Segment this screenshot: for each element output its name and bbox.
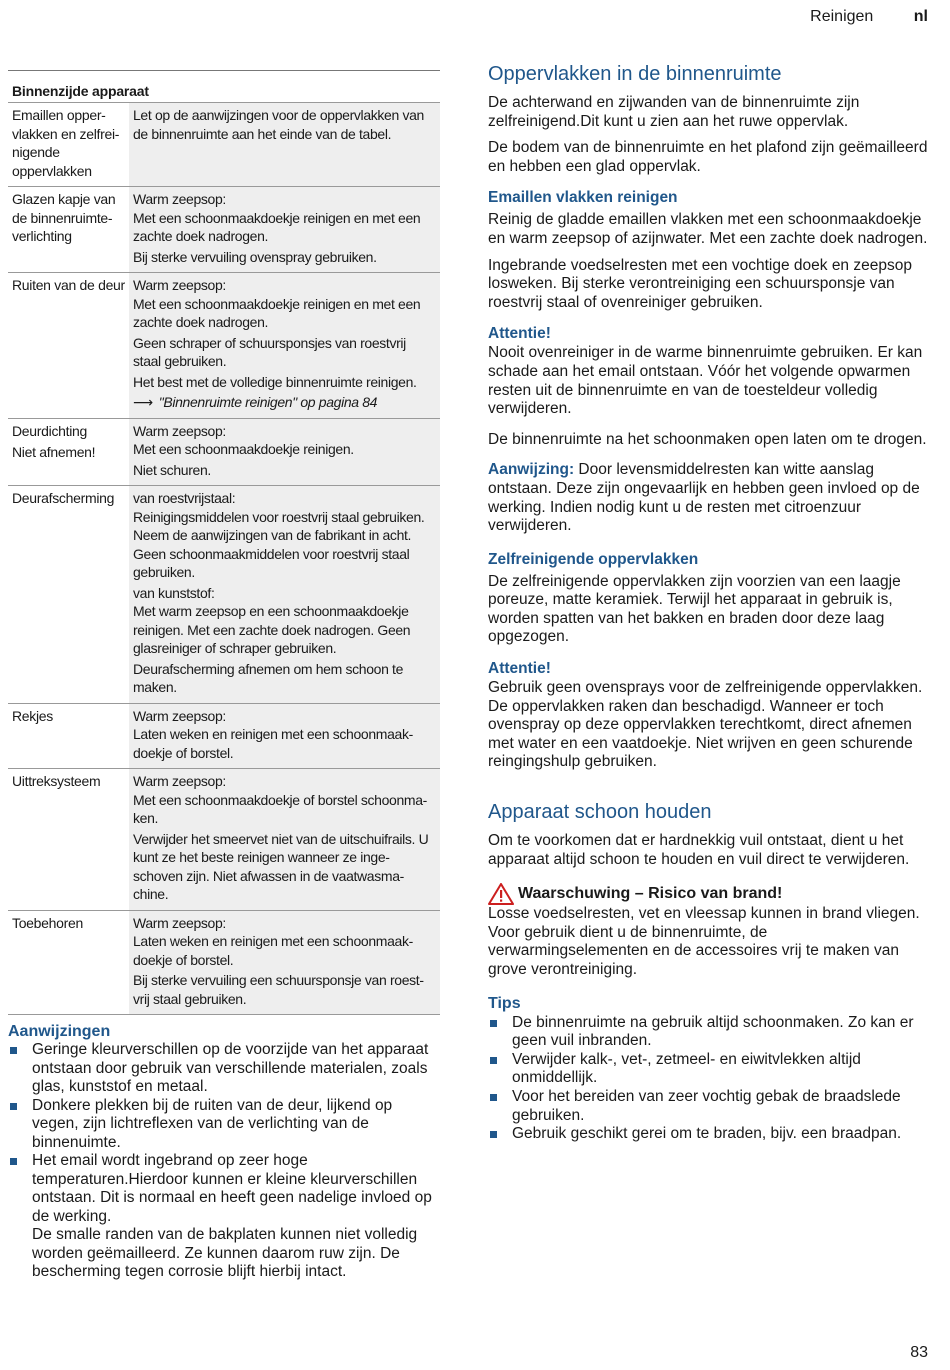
table-row-instructions (129, 273, 440, 418)
instruction-text: Bij sterke vervuiling ovenspray gebruiken. (133, 248, 377, 265)
subheading-self-cleaning: Zelfreinigende oppervlakken (488, 550, 699, 568)
instruction-text: Deurafscherming afnemen om hem schoon te maken. (133, 660, 404, 695)
list-item-text: Gebruik geschikt gerei om te braden, bijv. een braadpan. (512, 1125, 902, 1143)
instruction-text: Warm zeepsop: Met een schoonmaakdoekje reinigen en met een zachte doek nadrogen. (133, 277, 421, 330)
list-item (488, 1051, 928, 1088)
table-row (8, 187, 440, 273)
list-item (8, 1041, 440, 1097)
table-row-instructions (129, 911, 440, 1015)
list-item-text: Voor het bereiden van zeer vochtig gebak de braadslede gebruiken. (512, 1087, 901, 1124)
page-reference-text: "Binnenruimte reinigen" op pagina 84 (158, 394, 378, 410)
list-item-text: De binnenruimte na gebruik altijd schoonmaken. Zo kan er geen vuil inbranden. (512, 1013, 914, 1050)
instruction-text: Warm zeepsop: Laten weken en reinigen met een schoonmaak-doekje of borstel. (133, 707, 413, 761)
table-row-instructions (129, 419, 440, 486)
instruction-text: Het best met de volledige binnenruimte reinigen. (133, 373, 417, 390)
square-bullet-icon (490, 1057, 497, 1064)
list-item (488, 1125, 928, 1144)
attention-heading: Attentie! (488, 660, 551, 678)
paragraph: Ingebrande voedselresten met een vochtige doek en zeepsop losweken. Bij sterke verontreiniging een schuursponsje van roestvrij staal of ovenreiniger gebruiken. (488, 256, 912, 311)
instruction-text: Warm zeepsop: Laten weken en reinigen met een schoonmaak-doekje of borstel. (133, 914, 413, 968)
instruction-text: van kunststof: Met warm zeepsop en een schoonmaakdoekje reinigen. Met een zachte doek nadrogen. Geen glasreiniger of schraper gebruiken. (133, 584, 411, 656)
header-language: nl (913, 8, 928, 25)
attention-text: Nooit ovenreiniger in de warme binnenruimte gebruiken. Er kan schade aan het email ontstaan. Vóór het volgende opwarmen resten uit de binnenruimte en van de toesteldeur volledig verwijderen. (488, 344, 923, 418)
square-bullet-icon (490, 1131, 497, 1138)
row-label-text: Niet afnemen! (12, 444, 96, 460)
warning-heading (488, 883, 928, 905)
notes-list (8, 1041, 440, 1282)
instruction-text: Bij sterke vervuiling een schuursponsje van roest-vrij staal gebruiken. (133, 972, 424, 1007)
section-title-interior: Oppervlakken in de binnenruimte (488, 63, 782, 85)
instruction-text: Geen schraper of schuursponsjes van roestvrij staal gebruiken. (133, 334, 406, 369)
list-item (8, 1097, 440, 1153)
list-item (488, 1014, 928, 1051)
table-row-label (8, 103, 129, 186)
table-title: Binnenzijde apparaat (8, 71, 440, 103)
tips-heading: Tips (488, 994, 521, 1012)
table-row-label (8, 704, 129, 769)
instruction-text: Warm zeepsop: Met een schoonmaakdoekje reinigen. (133, 422, 354, 457)
page-reference[interactable] (133, 393, 436, 412)
table-row-instructions (129, 187, 440, 272)
instruction-text: Niet schuren. (133, 461, 211, 478)
paragraph: Reinig de gladde emaillen vlakken met een schoonmaakdoekje en warm zeepsop of azijnwater. Met een zachte doek nadrogen. (488, 211, 928, 247)
note-paragraph (488, 461, 928, 535)
notes-title: Aanwijzingen (8, 1023, 111, 1040)
row-label-text: Deurafscherming (12, 490, 115, 506)
table-row (8, 273, 440, 419)
table-row-instructions (129, 704, 440, 769)
attention-text: Gebruik geen ovensprays voor de zelfreinigende oppervlakken. De oppervlakken raken dan beschadigd. Wanneer er toch ovenspray op deze oppervlakken terechtkomt, direct afnemen met water en een vaatdoekje. Niet wrijven en geen schurende reingingshulp gebruiken. (488, 679, 923, 771)
running-header (810, 8, 928, 26)
row-label-text: Toebehoren (12, 914, 83, 931)
instruction-text: van roestvrijstaal: Reinigingsmiddelen voor roestvrij staal gebruiken. Neem de aanwijzingen van de fabrikant in acht. Geen schoonmaakmiddelen voor roestvrij staal gebruiken. (133, 490, 425, 580)
square-bullet-icon (10, 1158, 17, 1165)
table-row-label (8, 911, 129, 1015)
paragraph: De bodem van de binnenruimte en het plafond zijn geëmailleerd en hebben een glad oppervlak. (488, 139, 928, 175)
right-column (488, 62, 928, 1144)
table-row (8, 419, 440, 487)
paragraph: De binnenruimte na het schoonmaken open laten om te drogen. (488, 430, 927, 448)
table-row-instructions (129, 103, 440, 186)
table-row-label (8, 419, 129, 486)
table-row-label (8, 187, 129, 272)
warning-title: Waarschuwing – Risico van brand! (518, 885, 783, 903)
tips-list (488, 1014, 928, 1144)
list-item (8, 1152, 440, 1282)
notes-section (8, 1022, 440, 1282)
square-bullet-icon (10, 1103, 17, 1110)
list-item (488, 1088, 928, 1125)
warning-triangle-icon (488, 883, 514, 905)
note-text: Door levensmiddelresten kan witte aanslag ontstaan. Deze zijn ongevaarlijk en hebben geen invloed op de werking. Indien nodig kunt u de resten met citroenzuur verwijderen. (488, 461, 920, 535)
table-row (8, 103, 440, 187)
instruction-text: Warm zeepsop: Met een schoonmaakdoekje reinigen en met een zachte doek nadrogen. (133, 191, 421, 244)
arrow-right-icon: ⟶ (133, 394, 153, 410)
square-bullet-icon (10, 1047, 17, 1054)
subheading-enamel: Emaillen vlakken reinigen (488, 189, 678, 207)
attention-heading: Attentie! (488, 325, 551, 343)
page-number: 83 (910, 1344, 928, 1361)
table-row-label (8, 273, 129, 418)
row-label-text: Ruiten van de deur (12, 277, 125, 293)
row-label-text: Rekjes (12, 707, 53, 724)
table-row-label (8, 486, 129, 703)
instruction-text: Let op de aanwijzingen voor de oppervlakken van de binnenruimte aan het einde van de tabel. (133, 107, 424, 142)
instruction-text: Verwijder het smeervet niet van de uitschuifrails. U kunt ze het beste reinigen wanneer ze inge-schoven zijn. Niet afwassen in de vaatwasma-chine. (133, 830, 429, 902)
cleaning-table (8, 70, 440, 1015)
list-item-text: Verwijder kalk-, vet-, zetmeel- en eiwitvlekken altijd onmiddellijk. (512, 1050, 861, 1087)
section-title-keep-clean: Apparaat schoon houden (488, 801, 712, 824)
table-row-label (8, 769, 129, 910)
square-bullet-icon (490, 1094, 497, 1101)
row-label-text: Emaillen opper-vlakken en zelfrei-nigende oppervlakken (12, 107, 120, 179)
cleaning-table-area (8, 70, 440, 1015)
table-row-instructions (129, 486, 440, 703)
warning-text: Losse voedselresten, vet en vleessap kunnen in brand vliegen. Voor gebruik dient u de binnenruimte, de verwarmingselementen en de accessoires vrij te maken van grove verontreiniging. (488, 905, 920, 978)
table-row (8, 704, 440, 770)
list-item-text: Donkere plekken bij de ruiten van de deur, lijkend op vegen, zijn lichtreflexen van de verlichting van de binnenuimte. (32, 1096, 393, 1151)
list-item-text: Geringe kleurverschillen op de voorzijde van het apparaat ontstaan door gebruik van verschillende materialen, zoals glas, kunststof en metaal. (32, 1041, 429, 1095)
paragraph: De zelfreinigende oppervlakken zijn voorzien van een laagje poreuze, matte keramiek. Terwijl het apparaat in gebruik is, worden spatten van het bakken en braden door deze laag opgezogen. (488, 572, 901, 646)
instruction-text: Warm zeepsop: Met een schoonmaakdoekje of borstel schoonma-ken. (133, 773, 427, 826)
row-label-text: Deurdichting (12, 422, 87, 439)
note-label: Aanwijzing: (488, 461, 575, 479)
table-row (8, 911, 440, 1016)
paragraph: Om te voorkomen dat er hardnekkig vuil ontstaat, dient u het apparaat altijd schoon te houden en vuil direct te verwijderen. (488, 832, 910, 868)
square-bullet-icon (490, 1020, 497, 1027)
table-row (8, 486, 440, 704)
table-row-instructions (129, 769, 440, 910)
list-item-text: Het email wordt ingebrand op zeer hoge temperaturen.Hierdoor kunnen er kleine kleurverschillen ontstaan. Dit is normaal en heeft geen nadelige invloed op de werking. De smalle randen van de bakplaten kunnen niet volledig worden geëmailleerd. Ze kunnen daarom ruw zijn. De bescherming tegen corrosie blijft hierbij intact. (32, 1152, 432, 1280)
table-row (8, 769, 440, 911)
header-section: Reinigen (810, 8, 874, 25)
paragraph: De achterwand en zijwanden van de binnenruimte zijn zelfreinigend.Dit kunt u zien aan het ruwe oppervlak. (488, 94, 860, 130)
row-label-text: Uittreksysteem (12, 773, 101, 789)
row-label-text: Glazen kapje van de binnenruimte-verlichting (12, 191, 116, 244)
